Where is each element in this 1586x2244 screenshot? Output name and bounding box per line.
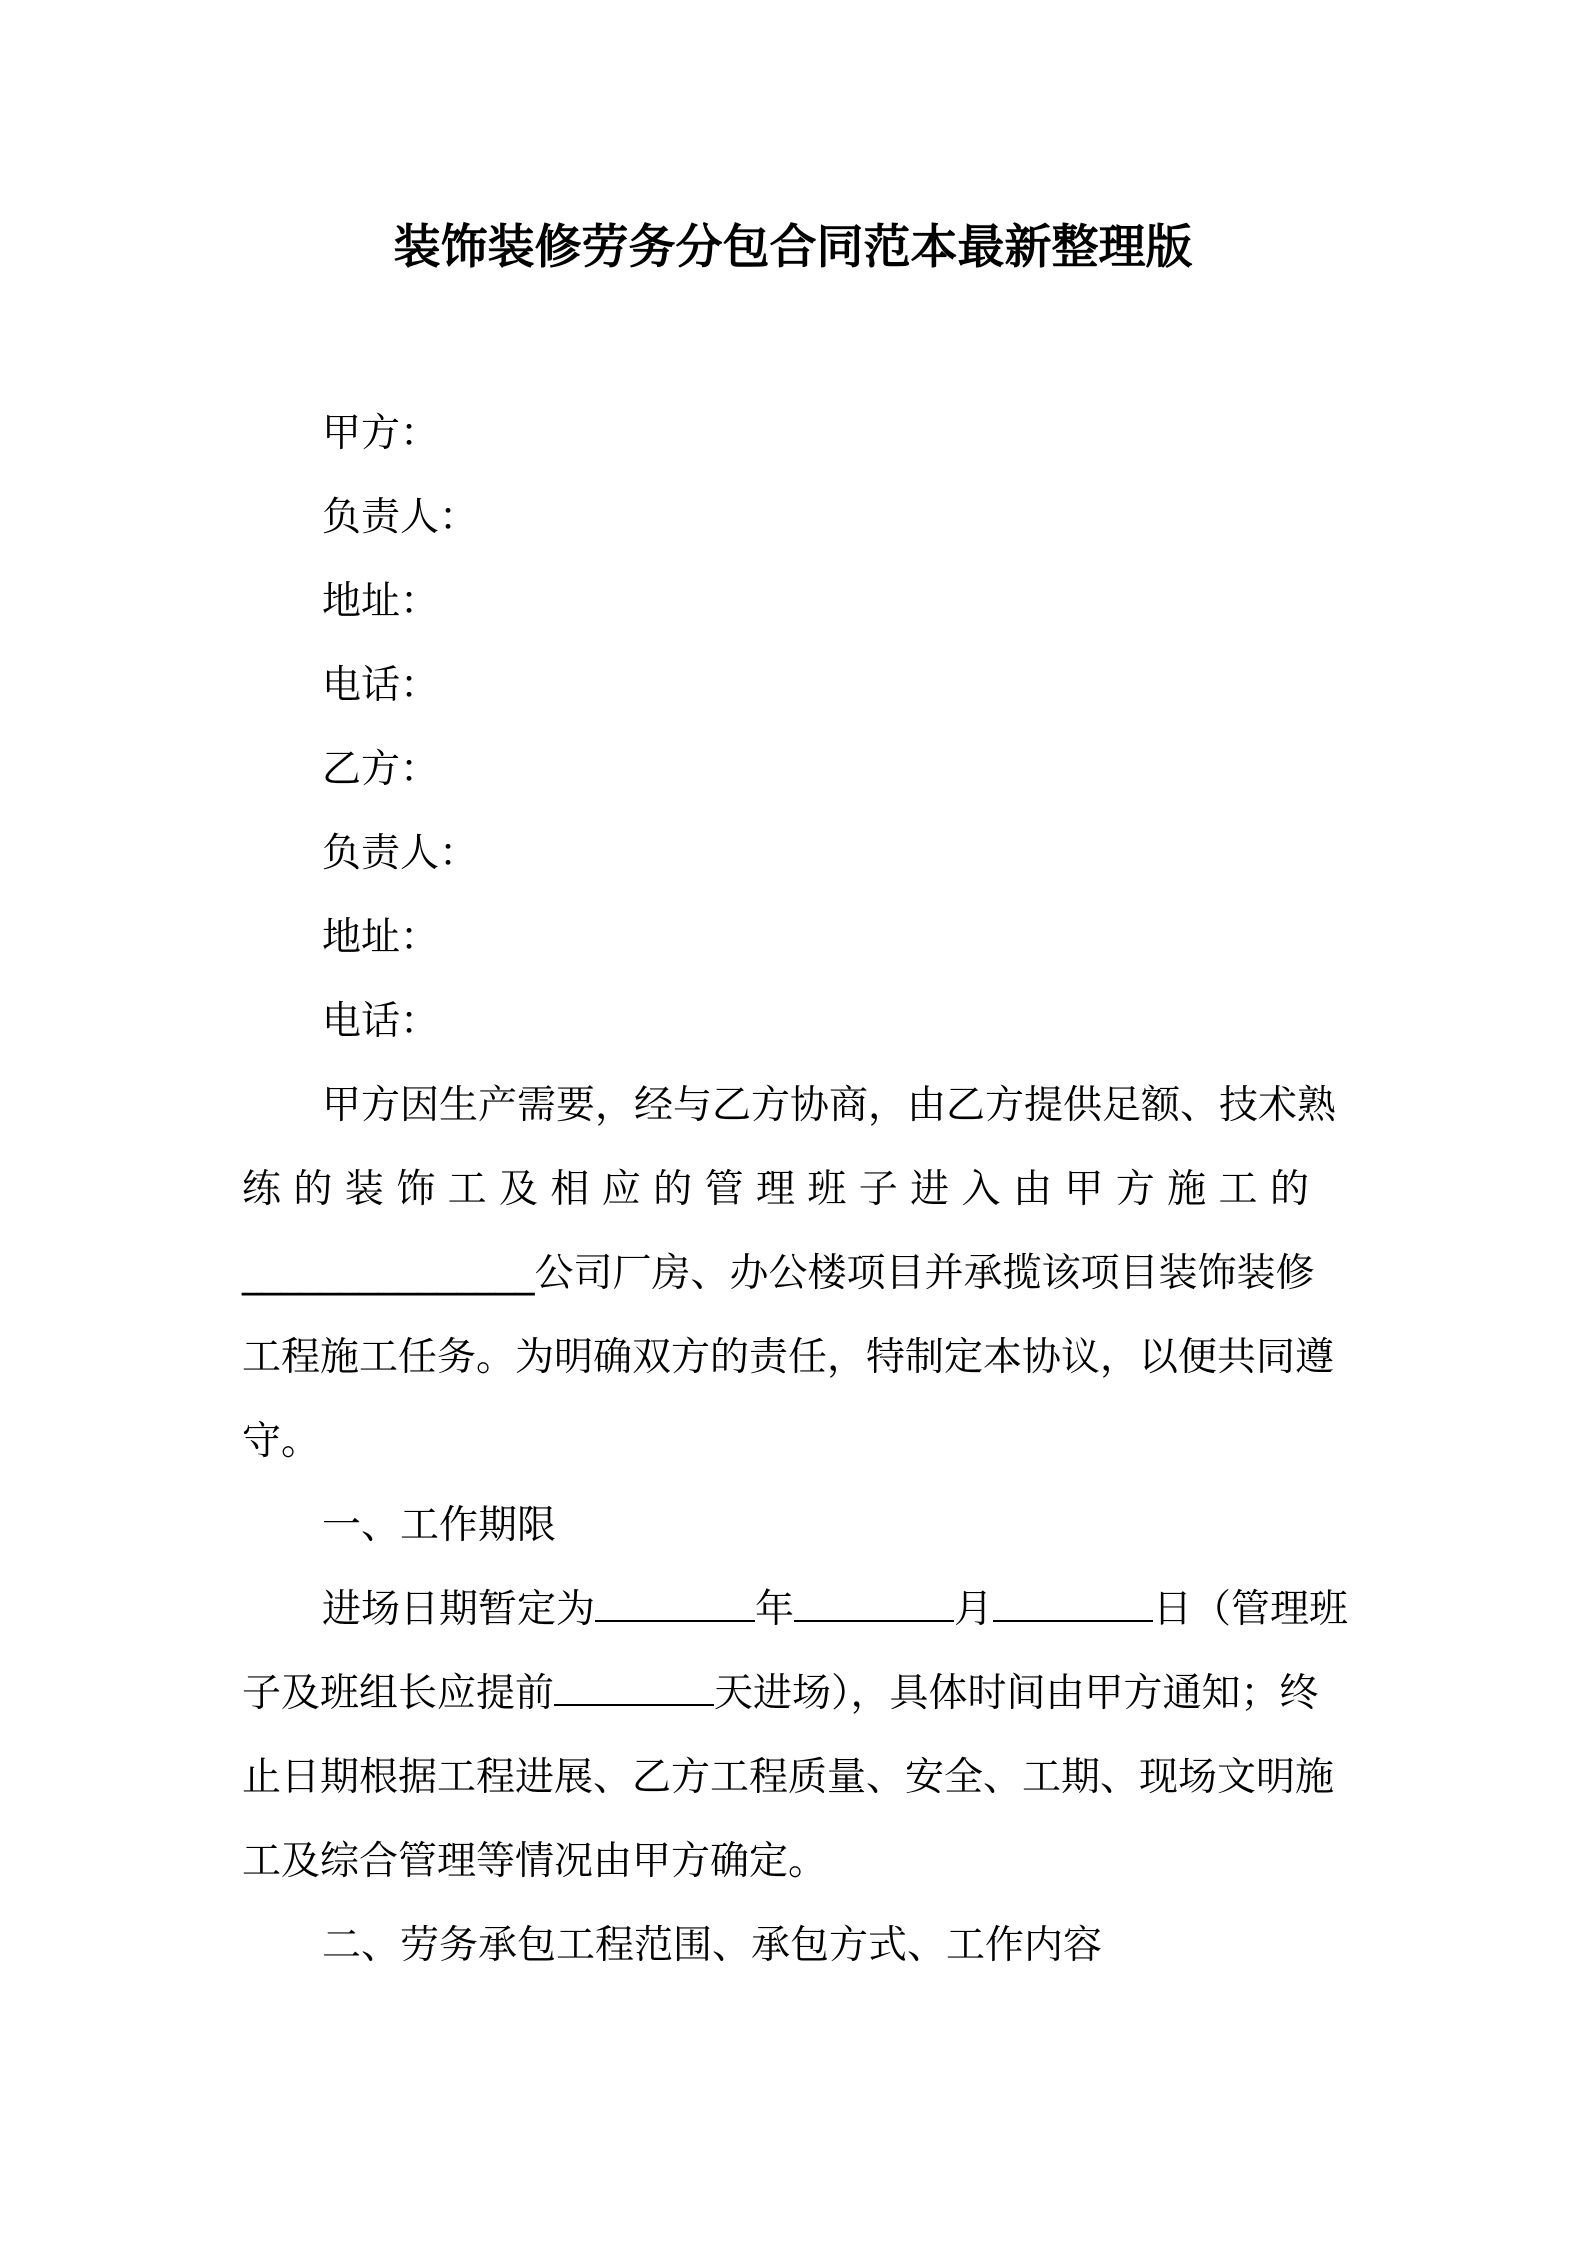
party-b-phone-label: 电话： [322,999,440,1044]
party-a-phone-label: 电话： [322,663,440,708]
party-a-label: 甲方： [322,411,440,456]
section-1-heading: 一、工作期限 [322,1503,557,1548]
section-1-line-3: 止日期根据工程进展、乙方工程质量、安全、工期、现场文明施 [242,1755,1335,1800]
intro-line-1: 甲方因生产需要，经与乙方协商，由乙方提供足额、技术熟 [322,1083,1337,1128]
advance-days-label: 子及班组长应提前 [242,1671,555,1716]
entry-date-label: 进场日期暂定为 [322,1587,596,1632]
intro-line-3 [242,1244,1315,1304]
days-blank [554,1674,714,1706]
party-b-person-label: 负责人： [322,831,479,876]
advance-days-text: 天进场），具体时间由甲方通知；终 [714,1671,1319,1716]
day-label: 日（管理班 [1153,1587,1349,1632]
party-a-address-label: 地址： [322,579,440,624]
month-blank [794,1590,954,1622]
section-1-line-2 [242,1664,1319,1724]
year-blank [595,1590,755,1622]
year-label: 年 [755,1587,795,1632]
month-label: 月 [954,1587,994,1632]
intro-line-4: 工程施工任务。为明确双方的责任，特制定本协议，以便共同遵 [242,1335,1335,1380]
intro-line-3-text: 公司厂房、办公楼项目并承揽该项目装饰装修 [534,1251,1315,1296]
day-blank [993,1590,1153,1622]
project-name-blank: _______________ [242,1251,535,1296]
section-2-heading: 二、劳务承包工程范围、承包方式、工作内容 [322,1923,1103,1968]
intro-line-5: 守。 [242,1419,321,1464]
section-1-line-1 [322,1580,1348,1640]
section-1-line-4: 工及综合管理等情况由甲方确定。 [242,1839,828,1884]
party-a-person-label: 负责人： [322,495,479,540]
intro-line-2: 练 的 装 饰 工 及 相 应 的 管 理 班 子 进 入 由 甲 方 施 工 的 [242,1167,1309,1212]
party-b-label: 乙方： [322,747,440,792]
document-title: 装饰装修劳务分包合同范本最新整理版 [393,220,1193,275]
party-b-address-label: 地址： [322,915,440,960]
